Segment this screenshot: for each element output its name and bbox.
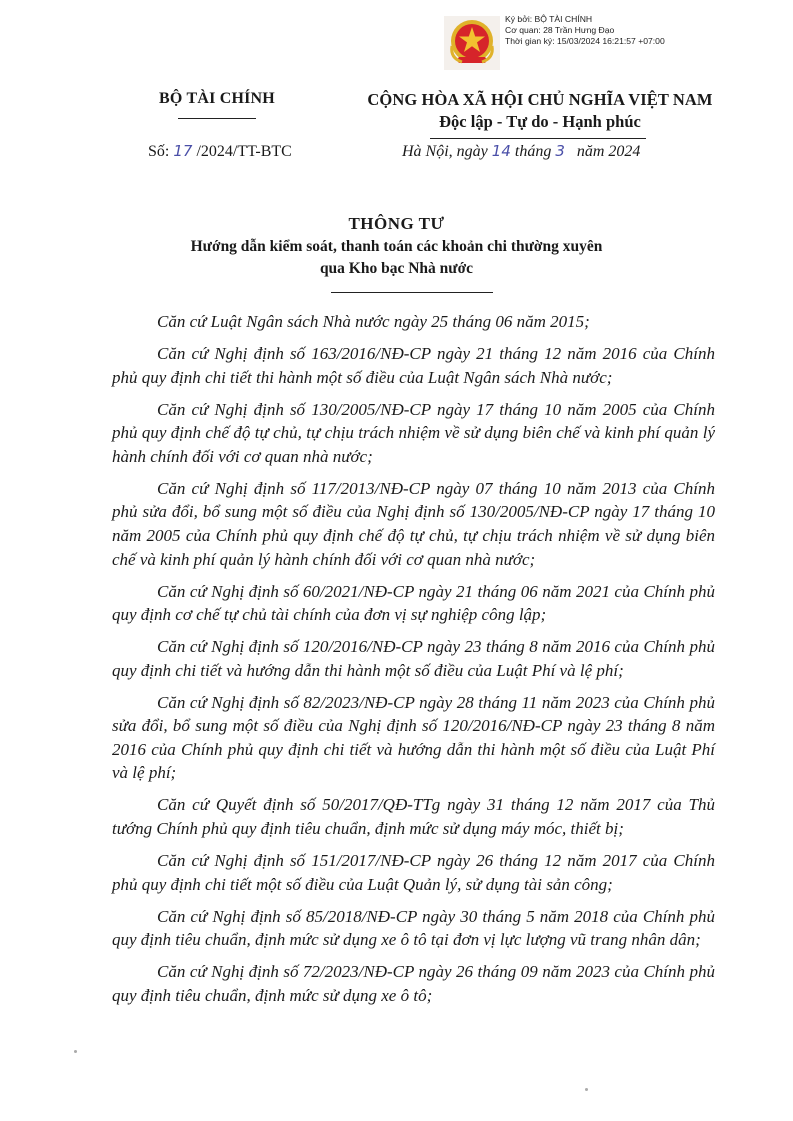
- org-underline: [178, 118, 256, 119]
- national-heading-block: [350, 90, 730, 132]
- issuing-org-block: [132, 90, 302, 108]
- national-motto: Độc lập - Tự do - Hạnh phúc: [439, 112, 641, 131]
- legal-basis-paragraph: Căn cứ Quyết định số 50/2017/QĐ-TTg ngày 31 tháng 12 năm 2017 của Thủ tướng Chính phủ quy định tiêu chuẩn, định mức sử dụng máy móc, thiết bị;: [112, 795, 715, 839]
- doc-number-prefix: Số:: [148, 143, 174, 160]
- legal-basis-section: [112, 310, 715, 1016]
- national-emblem-icon: [444, 16, 500, 70]
- legal-basis-paragraph: Căn cứ Nghị định số 85/2018/NĐ-CP ngày 30 tháng 5 năm 2018 của Chính phủ quy định tiêu chuẩn, định mức sử dụng xe ô tô tại đơn vị lực lượng vũ trang nhân dân;: [112, 906, 715, 950]
- scan-speck: [585, 1088, 588, 1091]
- digital-signature-stamp: [444, 14, 774, 70]
- legal-basis-paragraph: Căn cứ Nghị định số 151/2017/NĐ-CP ngày 26 tháng 12 năm 2017 của Chính phủ quy định chi tiết một số điều của Luật Quản lý, sử dụng tài sản công;: [112, 851, 715, 894]
- signature-signer: Ký bởi: BỘ TÀI CHÍNH: [505, 14, 593, 24]
- legal-basis-paragraph: Căn cứ Nghị định số 72/2023/NĐ-CP ngày 26 tháng 09 năm 2023 của Chính phủ quy định tiêu chuẩn, định mức sử dụng xe ô tô;: [112, 962, 715, 1005]
- motto-underline: [430, 138, 646, 139]
- year-label: năm 2024: [576, 143, 641, 160]
- legal-basis-paragraph: Căn cứ Nghị định số 82/2023/NĐ-CP ngày 28 tháng 11 năm 2023 của Chính phủ sửa đổi, bổ sung một số điều của Nghị định số 120/2016/NĐ-CP ngày 23 tháng 8 năm 2016 của Chính phủ quy định chi tiết và hướng dẫn thi hành một số điều của Luật Phí và lệ phí;: [112, 692, 715, 783]
- place-prefix: Hà Nội, ngày: [402, 143, 492, 160]
- day-handwritten: 14: [491, 142, 511, 160]
- legal-basis-paragraph: Căn cứ Nghị định số 117/2013/NĐ-CP ngày 07 tháng 10 năm 2013 của Chính phủ sửa đổi, bổ sung một số điều của Nghị định số 130/2005/NĐ-CP ngày 17 tháng 10 năm 2005 của Chính phủ quy định chế độ tự chủ, tự chịu trách nhiệm về sử dụng biên chế và kinh phí quản lý hành chính đối với cơ quan nhà nước;: [112, 478, 715, 569]
- doc-number-suffix: /2024/TT-BTC: [192, 143, 292, 160]
- month-label: tháng: [510, 143, 556, 160]
- legal-basis-paragraph: Căn cứ Nghị định số 130/2005/NĐ-CP ngày 17 tháng 10 năm 2005 của Chính phủ quy định chế độ tự chủ, tự chịu trách nhiệm về sử dụng biên chế và kinh phí quản lý hành chính đối với cơ quan nhà nước;: [112, 399, 715, 466]
- scan-speck: [74, 1050, 77, 1053]
- legal-basis-paragraph: Căn cứ Luật Ngân sách Nhà nước ngày 25 tháng 06 năm 2015;: [157, 312, 590, 331]
- title-underline: [331, 292, 493, 293]
- legal-basis-paragraph: Căn cứ Nghị định số 163/2016/NĐ-CP ngày 21 tháng 12 năm 2016 của Chính phủ quy định chi tiết thi hành một số điều của Luật Ngân sách Nhà nước;: [112, 343, 715, 387]
- nation-name: CỘNG HÒA XÃ HỘI CHỦ NGHĨA VIỆT NAM: [367, 90, 713, 109]
- legal-basis-paragraph: Căn cứ Nghị định số 120/2016/NĐ-CP ngày 23 tháng 8 năm 2016 của Chính phủ quy định chi tiết và hướng dẫn thi hành một số điều của Luật Phí và lệ phí;: [112, 637, 715, 680]
- doc-number-handwritten: 17: [173, 142, 193, 160]
- document-title: THÔNG TƯ: [348, 214, 445, 233]
- place-and-date: [402, 142, 640, 161]
- legal-basis-paragraph: Căn cứ Nghị định số 60/2021/NĐ-CP ngày 21 tháng 06 năm 2021 của Chính phủ quy định cơ chế tự chủ tài chính của đơn vị sự nghiệp công lập;: [112, 581, 715, 625]
- issuing-org: BỘ TÀI CHÍNH: [159, 90, 275, 107]
- signature-time: Thời gian ký: 15/03/2024 16:21:57 +07:00: [505, 36, 665, 46]
- month-handwritten: 3: [555, 142, 565, 160]
- document-number: [148, 142, 292, 161]
- document-subtitle: Hướng dẫn kiểm soát, thanh toán các khoản chi thường xuyên qua Kho bạc Nhà nước: [190, 238, 603, 277]
- signature-agency: Cơ quan: 28 Trần Hưng Đạo: [505, 25, 615, 35]
